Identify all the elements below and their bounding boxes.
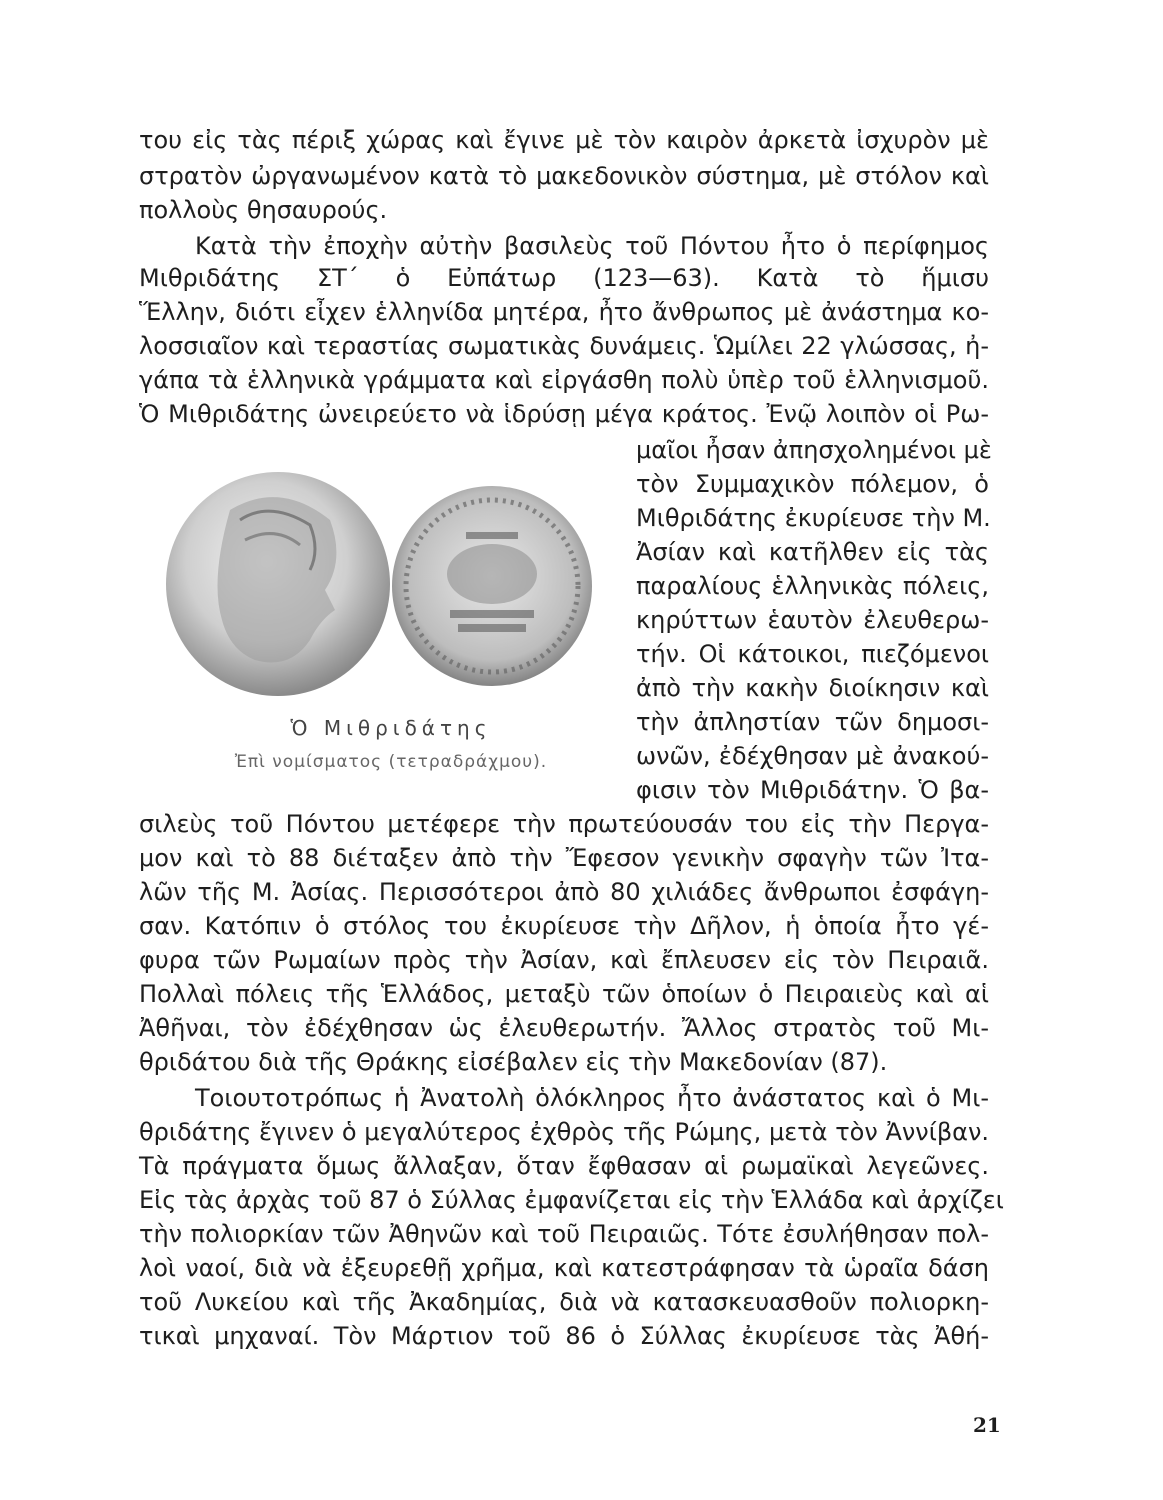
figure-caption-title: Ὁ Μιθριδάτης: [290, 716, 492, 740]
text-line: λοὶ ναοί, διὰ νὰ ἐξευρεθῇ χρῆμα, καὶ κατεστράφησαν τὰ ὡραῖα δάση: [139, 1254, 989, 1282]
coin-reverse: [392, 486, 592, 686]
text-line: κηρύττων ἑαυτὸν ἐλευθερω-: [636, 606, 989, 634]
text-line: θριδάτου διὰ τῆς Θράκης εἰσέβαλεν εἰς τὴν Μακεδονίαν (87).: [139, 1048, 888, 1076]
text-line: λῶν τῆς Μ. Ἀσίας. Περισσότεροι ἀπὸ 80 χιλιάδες ἄνθρωποι ἐσφάγη-: [139, 878, 989, 906]
text-line: Κατὰ τὴν ἐποχὴν αὐτὴν βασιλεὺς τοῦ Πόντου ἦτο ὁ περίφημος: [195, 232, 989, 260]
text-line: φυρα τῶν Ρωμαίων πρὸς τὴν Ἀσίαν, καὶ ἔπλευσεν εἰς τὸν Πειραιᾶ.: [139, 946, 989, 974]
coin-obverse: [166, 472, 390, 696]
text-line: σιλεὺς τοῦ Πόντου μετέφερε τὴν πρωτεύουσάν του εἰς τὴν Περγα-: [139, 810, 989, 838]
text-line: φισιν τὸν Μιθριδάτην. Ὁ βα-: [636, 776, 989, 804]
text-line: πολλοὺς θησαυρούς.: [139, 196, 388, 224]
text-line: τήν. Οἱ κάτοικοι, πιεζόμενοι: [636, 640, 989, 668]
text-line: του εἰς τὰς πέριξ χώρας καὶ ἔγινε μὲ τὸν καιρὸν ἀρκετὰ ἰσχυρὸν μὲ: [139, 126, 989, 154]
figure-caption-subtitle: Ἐπὶ νομίσματος (τετραδράχμου).: [234, 752, 548, 772]
text-line: τὴν ἀπληστίαν τῶν δημοσι-: [636, 708, 989, 736]
text-line: λοσσιαῖον καὶ τεραστίας σωματικὰς δυνάμεις. Ὡμίλει 22 γλώσσας, ἠ-: [139, 332, 989, 360]
text-line: Ἕλλην, διότι εἶχεν ἑλληνίδα μητέρα, ἦτο ἄνθρωπος μὲ ἀνάστημα κο-: [139, 298, 989, 326]
page-number: 21: [973, 1413, 1001, 1437]
text-line: Μιθριδάτης ἐκυρίευσε τὴν Μ.: [636, 504, 991, 532]
text-line: Μιθριδάτης ΣΤ΄ ὁ Εὐπάτωρ (123—63). Κατὰ τὸ ἥμισυ: [139, 264, 989, 292]
text-line: ωνῶν, ἐδέχθησαν μὲ ἀνακού-: [636, 742, 989, 770]
text-line: Τοιουτοτρόπως ἡ Ἀνατολὴ ὁλόκληρος ἦτο ἀνάστατος καὶ ὁ Μι-: [195, 1084, 989, 1112]
text-line: σαν. Κατόπιν ὁ στόλος του ἐκυρίευσε τὴν Δῆλον, ἡ ὁποία ἦτο γέ-: [139, 912, 989, 940]
text-line: μον καὶ τὸ 88 διέταξεν ἀπὸ τὴν Ἔφεσον γενικὴν σφαγὴν τῶν Ἰτα-: [139, 844, 989, 872]
text-line: τὴν πολιορκίαν τῶν Ἀθηνῶν καὶ τοῦ Πειραιῶς. Τότε ἐσυλήθησαν πολ-: [139, 1220, 989, 1248]
text-line: Ἀθῆναι, τὸν ἐδέχθησαν ὡς ἐλευθερωτήν. Ἄλλος στρατὸς τοῦ Μι-: [139, 1014, 989, 1042]
text-line: Εἰς τὰς ἀρχὰς τοῦ 87 ὁ Σύλλας ἐμφανίζεται εἰς τὴν Ἑλλάδα καὶ ἀρχίζει: [139, 1186, 1004, 1214]
text-line: γάπα τὰ ἑλληνικὰ γράμματα καὶ εἰργάσθη πολὺ ὑπὲρ τοῦ ἑλληνισμοῦ.: [139, 366, 989, 394]
text-line: τοῦ Λυκείου καὶ τῆς Ἀκαδημίας, διὰ νὰ κατασκευασθοῦν πολιορκη-: [139, 1288, 989, 1316]
text-line: Τὰ πράγματα ὅμως ἄλλαξαν, ὅταν ἔφθασαν αἱ ρωμαϊκαὶ λεγεῶνες.: [139, 1152, 989, 1180]
text-line: θριδάτης ἔγινεν ὁ μεγαλύτερος ἐχθρὸς τῆς Ρώμης, μετὰ τὸν Ἀννίβαν.: [139, 1118, 989, 1146]
text-line: Ὁ Μιθριδάτης ὠνειρεύετο νὰ ἱδρύσῃ μέγα κράτος. Ἐνῷ λοιπὸν οἱ Ρω-: [139, 400, 989, 428]
text-line: τὸν Συμμαχικὸν πόλεμον, ὁ: [636, 470, 989, 498]
coin-illustration: [160, 470, 620, 702]
text-line: Πολλαὶ πόλεις τῆς Ἑλλάδος, μεταξὺ τῶν ὁποίων ὁ Πειραιεὺς καὶ αἱ: [139, 980, 989, 1008]
text-line: τικαὶ μηχαναί. Τὸν Μάρτιον τοῦ 86 ὁ Σύλλας ἐκυρίευσε τὰς Ἀθή-: [139, 1322, 989, 1350]
text-line: παραλίους ἑλληνικὰς πόλεις,: [636, 572, 989, 600]
text-line: στρατὸν ὠργανωμένον κατὰ τὸ μακεδονικὸν σύστημα, μὲ στόλον καὶ: [139, 162, 989, 190]
text-line: μαῖοι ἦσαν ἀπησχολημένοι μὲ: [636, 436, 992, 464]
text-line: Ἀσίαν καὶ κατῆλθεν εἰς τὰς: [636, 538, 989, 566]
text-line: ἀπὸ τὴν κακὴν διοίκησιν καὶ: [636, 674, 989, 702]
